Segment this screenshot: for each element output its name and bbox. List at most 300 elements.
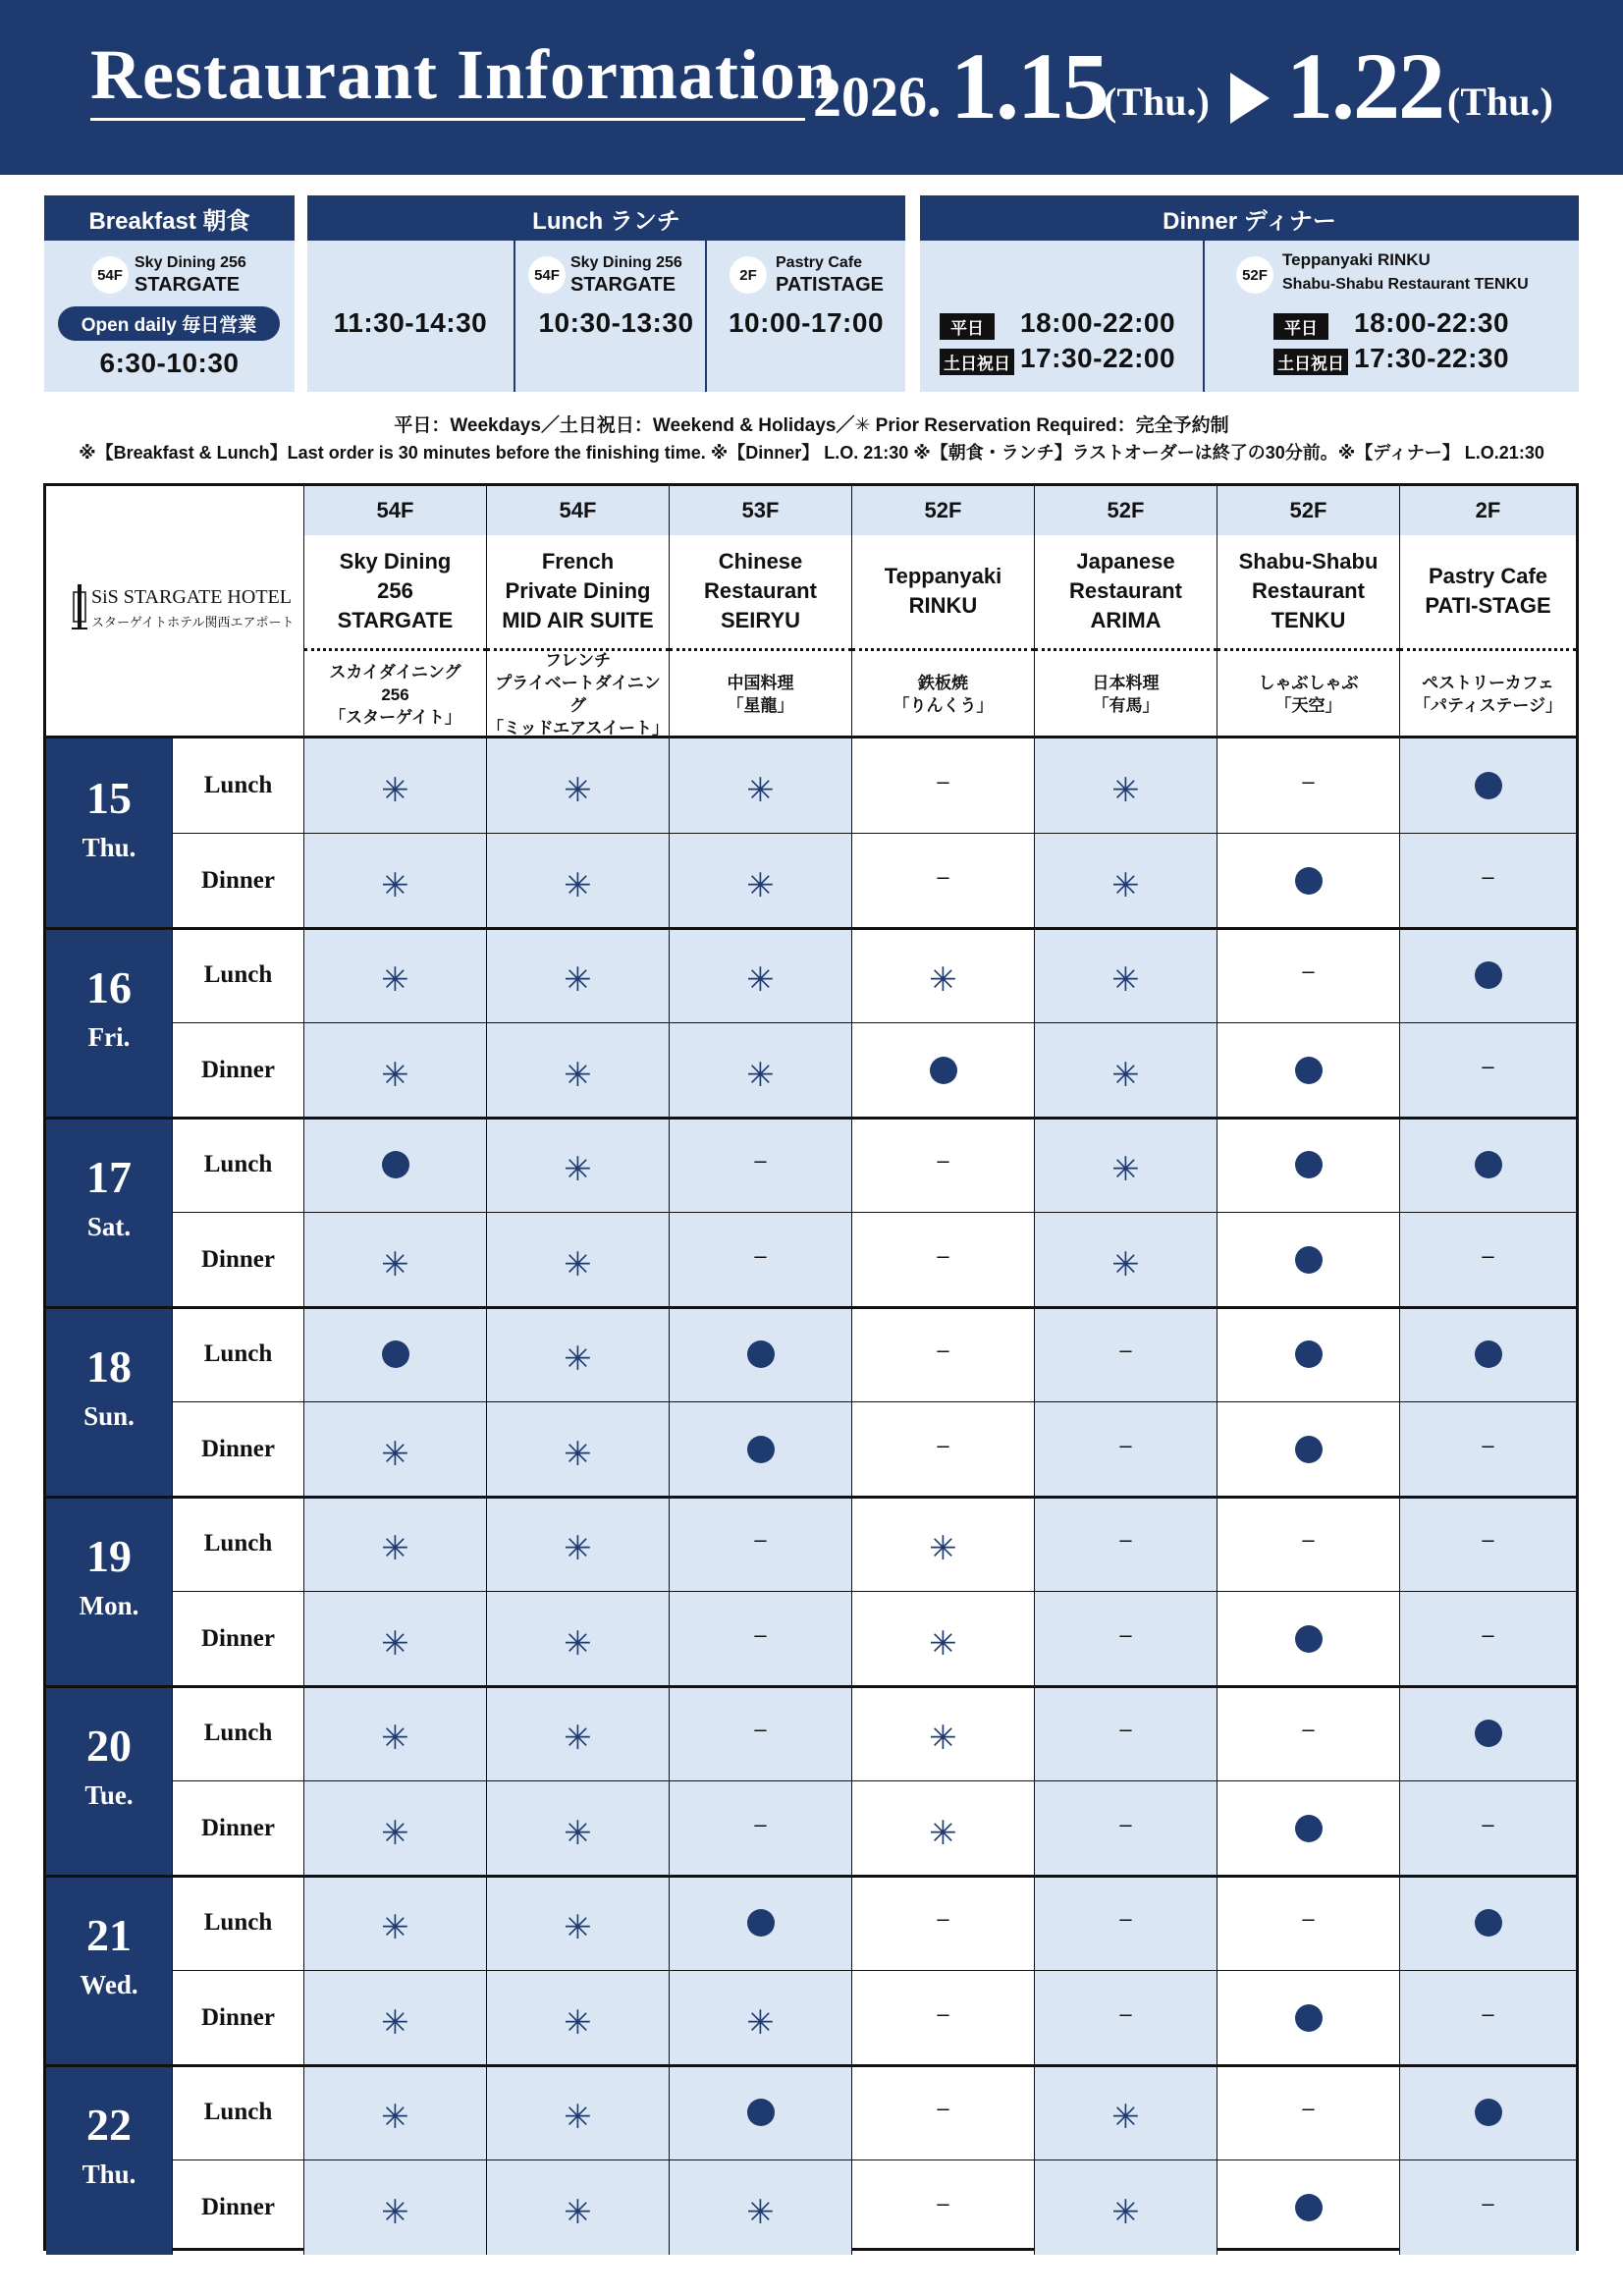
reservation-asterisk-icon: ✳ — [1111, 1056, 1140, 1094]
closed-dash-icon: – — [937, 1906, 949, 1931]
closed-dash-icon: – — [937, 1432, 949, 1457]
hotel-name: SiS STARGATE HOTEL — [91, 586, 292, 608]
breakfast-panel — [44, 195, 295, 392]
floor-label: 54F — [487, 486, 669, 535]
schedule-cell — [1034, 1023, 1217, 1118]
closed-dash-icon: – — [754, 1811, 767, 1836]
closed-dash-icon: – — [1302, 769, 1315, 793]
reservation-asterisk-icon: ✳ — [381, 1056, 409, 1094]
schedule-cell — [486, 1497, 669, 1591]
row-divider — [172, 833, 1576, 834]
schedule-cell — [486, 834, 669, 928]
schedule-cell — [851, 1402, 1034, 1497]
reservation-asterisk-icon: ✳ — [564, 772, 592, 809]
schedule-cell — [303, 1781, 486, 1876]
closed-dash-icon: – — [1119, 1621, 1132, 1647]
open-circle-icon — [1295, 2004, 1323, 2032]
reservation-asterisk-icon: ✳ — [381, 1530, 409, 1567]
closed-dash-icon: – — [1119, 1811, 1132, 1836]
day-weekday: Mon. — [79, 1591, 139, 1620]
meal-label: Lunch — [172, 738, 303, 833]
open-circle-icon — [1475, 2099, 1502, 2126]
meal-label: Lunch — [172, 1118, 303, 1212]
day-label — [46, 1876, 172, 2065]
reservation-asterisk-icon: ✳ — [564, 2003, 592, 2042]
day-divider — [46, 1875, 1576, 1878]
schedule-cell — [486, 1686, 669, 1780]
open-circle-icon — [747, 2099, 775, 2126]
schedule-cell — [851, 1971, 1034, 2065]
schedule-cell — [303, 1118, 486, 1212]
dotted-divider — [304, 648, 486, 651]
day-divider — [46, 2064, 1576, 2067]
restaurant-name-line2: STARGATE — [570, 274, 676, 296]
schedule-cell — [851, 1497, 1034, 1591]
schedule-table — [43, 483, 1579, 2251]
restaurant-name-en: Shabu-Shabu Restaurant TENKU — [1238, 549, 1379, 632]
reservation-asterisk-icon: ✳ — [381, 1909, 409, 1946]
day-block — [46, 928, 1576, 1118]
restaurant-name-jp: フレンチ プライベートダイニング 「ミッドエアスイート」 — [487, 651, 669, 738]
day-divider — [46, 1685, 1576, 1688]
dotted-divider — [1217, 648, 1399, 651]
dinner-rinku-holiday-time: 17:30-22:30 — [1354, 343, 1510, 373]
closed-dash-icon: – — [937, 1338, 949, 1362]
day-weekday: Fri. — [87, 1022, 131, 1052]
reservation-asterisk-icon: ✳ — [381, 1435, 409, 1473]
closed-dash-icon: – — [1482, 1242, 1494, 1268]
schedule-cell — [486, 1402, 669, 1497]
holiday-tag: 土日祝日 — [940, 349, 1014, 375]
closed-dash-icon: – — [1119, 1338, 1132, 1362]
restaurant-header — [1399, 486, 1576, 736]
triangle-right-icon — [1230, 73, 1270, 124]
restaurant-name-jp: 日本料理 「有馬」 — [1092, 674, 1160, 715]
meal-label: Dinner — [172, 1971, 303, 2065]
lunch-row — [172, 2065, 1576, 2159]
restaurant-header — [486, 486, 669, 736]
day-weekday: Wed. — [80, 1970, 138, 1999]
day-label — [46, 1686, 172, 1876]
schedule-cell — [1034, 834, 1217, 928]
schedule-cell — [303, 1686, 486, 1780]
weekday-tag: 平日 — [940, 313, 995, 340]
day-weekday: Thu. — [81, 2159, 136, 2189]
schedule-cell — [303, 1023, 486, 1118]
floor-badge: 52F — [1236, 256, 1273, 294]
open-circle-icon — [747, 1909, 775, 1937]
schedule-cell — [1034, 738, 1217, 833]
schedule-cell — [1034, 2065, 1217, 2159]
lunch-row — [172, 1497, 1576, 1591]
schedule-cell — [851, 1781, 1034, 1876]
schedule-cell — [1399, 1213, 1576, 1307]
open-circle-icon — [1295, 1436, 1323, 1463]
open-circle-icon — [1475, 1909, 1502, 1937]
open-circle-icon — [1295, 1340, 1323, 1368]
schedule-cell — [1399, 1971, 1576, 2065]
schedule-cell — [669, 1971, 851, 2065]
day-divider — [46, 1117, 1576, 1120]
closed-dash-icon: – — [1482, 1053, 1494, 1078]
row-divider — [172, 1212, 1576, 1213]
day-label — [46, 2065, 172, 2255]
restaurant-name-jp: しゃぶしゃぶ 「天空」 — [1258, 674, 1359, 715]
schedule-cell — [303, 1307, 486, 1401]
dinner-row — [172, 1213, 1576, 1307]
reservation-asterisk-icon: ✳ — [1111, 1245, 1140, 1284]
schedule-cell — [1217, 1307, 1399, 1401]
dinner-weekday-time: 18:00-22:00 — [1020, 307, 1176, 338]
restaurant-name-jp: 鉄板焼 「りんくう」 — [893, 674, 994, 715]
weekday-tag: 平日 — [1273, 313, 1328, 340]
restaurant-name-line1: Teppanyaki RINKU — [1282, 250, 1431, 269]
day-number: 21 — [86, 1910, 132, 1960]
open-circle-icon — [747, 1340, 775, 1368]
schedule-cell — [1217, 1876, 1399, 1970]
reservation-asterisk-icon: ✳ — [1111, 2099, 1140, 2136]
day-weekday: Tue. — [84, 1780, 134, 1810]
dotted-divider — [1400, 648, 1576, 651]
schedule-cell — [851, 834, 1034, 928]
schedule-cell — [1399, 1497, 1576, 1591]
open-circle-icon — [1295, 2194, 1323, 2221]
schedule-cell — [1399, 1402, 1576, 1497]
schedule-cell — [1217, 928, 1399, 1022]
dinner-row — [172, 1402, 1576, 1497]
day-weekday: Sun. — [83, 1401, 135, 1431]
meal-label: Lunch — [172, 1307, 303, 1401]
restaurant-name-jp: スカイダイニング 256 「スターゲイト」 — [329, 662, 461, 727]
restaurant-name-en: Teppanyaki RINKU — [884, 564, 1002, 618]
schedule-cell — [486, 1971, 669, 2065]
schedule-cell — [486, 2160, 669, 2255]
day-divider — [46, 927, 1576, 930]
lunch-general-time: 11:30-14:30 — [333, 307, 488, 338]
meal-label: Dinner — [172, 2160, 303, 2255]
schedule-cell — [303, 1402, 486, 1497]
reservation-asterisk-icon: ✳ — [746, 866, 775, 904]
schedule-cell — [1034, 928, 1217, 1022]
schedule-cell — [851, 2160, 1034, 2255]
schedule-cell — [851, 1213, 1034, 1307]
day-block — [46, 1686, 1576, 1876]
schedule-cell — [1217, 1118, 1399, 1212]
closed-dash-icon: – — [1302, 1906, 1315, 1931]
schedule-cell — [669, 738, 851, 833]
schedule-cell — [1399, 1686, 1576, 1780]
closed-dash-icon: – — [754, 1717, 767, 1741]
floor-badge: 2F — [730, 256, 767, 294]
reservation-asterisk-icon: ✳ — [1111, 2193, 1140, 2231]
meal-label: Lunch — [172, 928, 303, 1022]
lunch-row — [172, 1876, 1576, 1970]
reservation-asterisk-icon: ✳ — [929, 1814, 957, 1852]
closed-dash-icon: – — [754, 1148, 767, 1173]
closed-dash-icon: – — [1482, 1811, 1494, 1836]
lunch-stargate-time: 10:30-13:30 — [538, 307, 694, 338]
dinner-row — [172, 834, 1576, 928]
row-divider — [172, 1022, 1576, 1023]
schedule-cell — [303, 1971, 486, 2065]
open-circle-icon — [747, 1436, 775, 1463]
floor-badge: 54F — [528, 256, 566, 294]
schedule-cell — [669, 1781, 851, 1876]
schedule-cell — [1217, 1497, 1399, 1591]
restaurant-name-line1: Sky Dining 256 — [135, 254, 246, 271]
schedule-cell — [1217, 834, 1399, 928]
schedule-cell — [486, 1118, 669, 1212]
row-divider — [172, 1401, 1576, 1402]
row-divider — [172, 1591, 1576, 1592]
open-circle-icon — [1295, 867, 1323, 895]
schedule-cell — [1034, 1307, 1217, 1401]
last-order-note: ※【Breakfast & Lunch】Last order is 30 minutes before the finishing time. ※【Dinner】 L.O. 21:30 ※【朝食・ランチ】ラストオーダーは終了の30分前。※【ディナー】 L.O.21:30 — [79, 443, 1544, 463]
reservation-asterisk-icon: ✳ — [1111, 961, 1140, 999]
schedule-cell — [486, 1592, 669, 1686]
schedule-cell — [851, 1876, 1034, 1970]
restaurant-name-line1: Sky Dining 256 — [570, 254, 682, 271]
reservation-asterisk-icon: ✳ — [1111, 866, 1140, 904]
schedule-cell — [669, 1497, 851, 1591]
schedule-cell — [303, 2160, 486, 2255]
meal-label: Dinner — [172, 1402, 303, 1497]
reservation-asterisk-icon: ✳ — [746, 2003, 775, 2042]
closed-dash-icon: – — [1119, 2000, 1132, 2026]
day-block — [46, 1497, 1576, 1686]
hotel-tower-icon — [72, 584, 87, 629]
lunch-row — [172, 1118, 1576, 1212]
lunch-patistage-time: 10:00-17:00 — [728, 307, 885, 338]
schedule-cell — [1217, 1592, 1399, 1686]
schedule-cell — [486, 1876, 669, 1970]
restaurant-header — [1217, 486, 1399, 736]
open-circle-icon — [1295, 1057, 1323, 1084]
reservation-asterisk-icon: ✳ — [929, 1720, 957, 1757]
meal-label: Dinner — [172, 1023, 303, 1118]
meal-label: Lunch — [172, 1497, 303, 1591]
schedule-cell — [1399, 1118, 1576, 1212]
schedule-cell — [851, 928, 1034, 1022]
open-circle-icon — [1475, 772, 1502, 799]
day-weekday: Thu. — [81, 833, 136, 862]
schedule-cell — [1399, 1876, 1576, 1970]
reservation-asterisk-icon: ✳ — [381, 2099, 409, 2136]
closed-dash-icon: – — [937, 2096, 949, 2120]
schedule-cell — [303, 738, 486, 833]
schedule-cell — [486, 928, 669, 1022]
day-number: 16 — [86, 962, 132, 1012]
schedule-cell — [303, 1592, 486, 1686]
schedule-cell — [851, 1023, 1034, 1118]
floor-badge: 54F — [91, 256, 129, 294]
date-end-weekday: (Thu.) — [1447, 80, 1553, 124]
meal-label: Dinner — [172, 1781, 303, 1876]
closed-dash-icon: – — [1482, 1621, 1494, 1647]
page-header — [0, 0, 1623, 175]
day-number: 18 — [86, 1341, 132, 1392]
closed-dash-icon: – — [1482, 863, 1494, 889]
reservation-asterisk-icon: ✳ — [1111, 1151, 1140, 1188]
schedule-cell — [851, 1307, 1034, 1401]
reservation-asterisk-icon: ✳ — [929, 1624, 957, 1663]
closed-dash-icon: – — [754, 1242, 767, 1268]
schedule-cell — [1217, 1213, 1399, 1307]
open-circle-icon — [1475, 1340, 1502, 1368]
reservation-asterisk-icon: ✳ — [564, 2193, 592, 2231]
schedule-cell — [303, 1213, 486, 1307]
schedule-cell — [486, 1307, 669, 1401]
schedule-cell — [486, 1213, 669, 1307]
restaurant-name-en: Chinese Restaurant SEIRYU — [704, 549, 817, 632]
schedule-cell — [1399, 2160, 1576, 2255]
reservation-asterisk-icon: ✳ — [564, 1435, 592, 1473]
schedule-cell — [1399, 738, 1576, 833]
schedule-cell — [1217, 2160, 1399, 2255]
reservation-asterisk-icon: ✳ — [1111, 772, 1140, 809]
schedule-cell — [1399, 1307, 1576, 1401]
open-daily-pill: Open daily 毎日営業 — [58, 306, 280, 341]
row-divider — [172, 1970, 1576, 1971]
open-circle-icon — [1475, 1151, 1502, 1178]
dinner-rinku-weekday-time: 18:00-22:30 — [1354, 307, 1510, 338]
day-block — [46, 2065, 1576, 2255]
schedule-cell — [1399, 834, 1576, 928]
schedule-cell — [1034, 1213, 1217, 1307]
schedule-cell — [486, 738, 669, 833]
meal-label: Dinner — [172, 1213, 303, 1307]
lunch-panel — [307, 195, 905, 392]
schedule-cell — [669, 928, 851, 1022]
divider — [1203, 241, 1205, 392]
closed-dash-icon: – — [1119, 1717, 1132, 1741]
breakfast-heading: Breakfast 朝食 — [44, 195, 295, 241]
schedule-cell — [1034, 1118, 1217, 1212]
closed-dash-icon: – — [1119, 1432, 1132, 1457]
closed-dash-icon: – — [937, 2190, 949, 2215]
restaurant-name-jp: ペストリーカフェ 「パティステージ」 — [1414, 674, 1562, 715]
day-label — [46, 1497, 172, 1686]
schedule-cell — [669, 1402, 851, 1497]
open-circle-icon — [382, 1340, 409, 1368]
reservation-asterisk-icon: ✳ — [381, 1245, 409, 1284]
closed-dash-icon: – — [1119, 1527, 1132, 1552]
reservation-asterisk-icon: ✳ — [381, 772, 409, 809]
dinner-row — [172, 2160, 1576, 2255]
reservation-asterisk-icon: ✳ — [381, 1720, 409, 1757]
closed-dash-icon: – — [937, 769, 949, 793]
schedule-cell — [1217, 1686, 1399, 1780]
restaurant-name-line2: PATISTAGE — [776, 274, 884, 296]
reservation-asterisk-icon: ✳ — [564, 961, 592, 999]
floor-label: 53F — [670, 486, 851, 535]
dotted-divider — [670, 648, 851, 651]
reservation-asterisk-icon: ✳ — [564, 2099, 592, 2136]
day-block — [46, 1307, 1576, 1497]
schedule-cell — [669, 1876, 851, 1970]
reservation-asterisk-icon: ✳ — [381, 1814, 409, 1852]
date-start-weekday: (Thu.) — [1104, 80, 1210, 124]
meal-label: Dinner — [172, 834, 303, 928]
reservation-asterisk-icon: ✳ — [564, 1909, 592, 1946]
restaurant-name-en: Japanese Restaurant ARIMA — [1069, 549, 1182, 632]
date-year: 2026. — [813, 65, 942, 129]
dotted-divider — [1035, 648, 1217, 651]
schedule-cell — [851, 1118, 1034, 1212]
dotted-divider — [852, 648, 1034, 651]
open-circle-icon — [1295, 1815, 1323, 1842]
schedule-cell — [1034, 1971, 1217, 2065]
day-divider — [46, 1496, 1576, 1499]
schedule-cell — [1034, 1592, 1217, 1686]
restaurant-name-line2: STARGATE — [135, 274, 241, 296]
row-divider — [172, 2159, 1576, 2160]
day-number: 22 — [86, 2100, 132, 2150]
schedule-cell — [669, 1686, 851, 1780]
dinner-row — [172, 1971, 1576, 2065]
closed-dash-icon: – — [754, 1621, 767, 1647]
legend-note: 平日：Weekdays／土日祝日：Weekend & Holidays／✳ Prior Reservation Required：完全予約制 — [394, 415, 1229, 436]
restaurant-name-en: Pastry Cafe PATI-STAGE — [1425, 564, 1551, 618]
lunch-heading: Lunch ランチ — [307, 195, 905, 241]
schedule-cell — [1399, 1023, 1576, 1118]
day-block — [46, 1118, 1576, 1307]
reservation-asterisk-icon: ✳ — [564, 1340, 592, 1378]
open-circle-icon — [1295, 1246, 1323, 1274]
day-number: 15 — [86, 773, 132, 823]
meal-label: Lunch — [172, 2065, 303, 2159]
floor-label: 52F — [1217, 486, 1399, 535]
closed-dash-icon: – — [1302, 1527, 1315, 1552]
restaurant-name-line2: Shabu-Shabu Restaurant TENKU — [1282, 276, 1529, 293]
schedule-cell — [1217, 1023, 1399, 1118]
date-start: 1.15 — [950, 33, 1108, 138]
schedule-cell — [1034, 2160, 1217, 2255]
schedule-cell — [303, 1497, 486, 1591]
day-weekday: Sat. — [86, 1212, 132, 1241]
breakfast-time: 6:30-10:30 — [99, 348, 240, 378]
open-circle-icon — [930, 1057, 957, 1084]
open-circle-icon — [1475, 961, 1502, 989]
hotel-subtitle: スターゲイトホテル関西エアポート — [91, 615, 295, 629]
page-title: Restaurant Information — [90, 35, 837, 114]
restaurant-header — [669, 486, 851, 736]
day-block — [46, 1876, 1576, 2065]
reservation-asterisk-icon: ✳ — [564, 1624, 592, 1663]
lunch-row — [172, 1686, 1576, 1780]
schedule-cell — [669, 834, 851, 928]
schedule-cell — [851, 738, 1034, 833]
schedule-cell — [851, 2065, 1034, 2159]
schedule-cell — [851, 1592, 1034, 1686]
day-divider — [46, 1306, 1576, 1309]
restaurant-name-jp: 中国料理 「星龍」 — [727, 674, 794, 715]
reservation-asterisk-icon: ✳ — [564, 1720, 592, 1757]
closed-dash-icon: – — [1482, 1432, 1494, 1457]
dinner-row — [172, 1023, 1576, 1118]
title-underline — [90, 118, 805, 121]
closed-dash-icon: – — [1482, 2190, 1494, 2215]
schedule-cell — [1034, 1781, 1217, 1876]
open-circle-icon — [1295, 1151, 1323, 1178]
dinner-row — [172, 1592, 1576, 1686]
schedule-cell — [1034, 1876, 1217, 1970]
schedule-cell — [1217, 738, 1399, 833]
holiday-tag: 土日祝日 — [1273, 349, 1348, 375]
schedule-cell — [303, 834, 486, 928]
dinner-row — [172, 1781, 1576, 1876]
schedule-cell — [1034, 1402, 1217, 1497]
